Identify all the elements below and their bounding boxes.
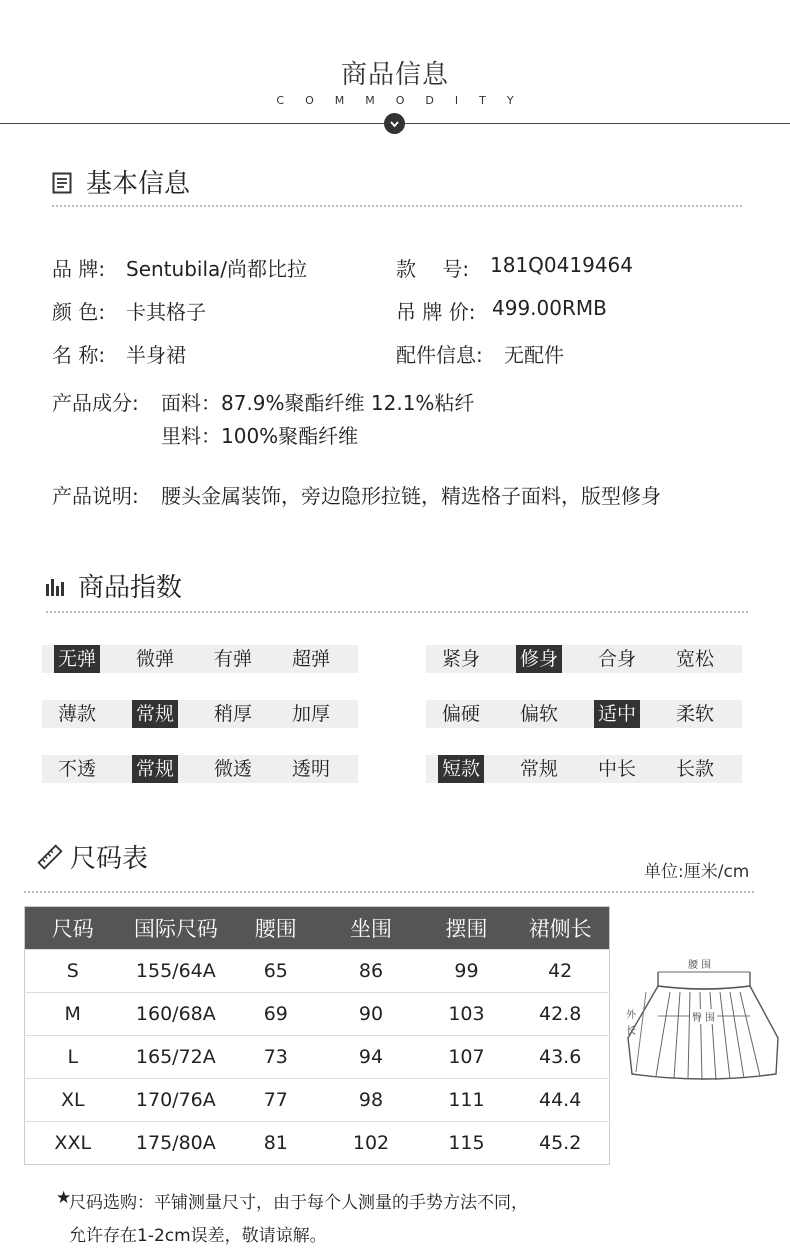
table-row (25, 1122, 610, 1165)
table-cell: L (25, 1036, 121, 1079)
index-tag-selected: 修身 (516, 645, 562, 673)
column-header: 尺码 (25, 907, 121, 950)
table-cell: 102 (320, 1122, 421, 1165)
index-tag: 稍厚 (213, 703, 252, 725)
index-tag: 透明 (291, 758, 330, 780)
chevron-down-icon (384, 113, 405, 134)
index-tag: 合身 (597, 648, 636, 670)
material-lining: 里料：100%聚酯纤维 (161, 424, 359, 448)
table-cell: 111 (422, 1079, 512, 1122)
table-cell: 42 (511, 950, 609, 993)
name-label: 名 称: (52, 343, 106, 367)
description-value: 腰头金属装饰，旁边隐形拉链，精选格子面料，版型修身 (161, 484, 661, 508)
table-cell: 44.4 (511, 1079, 609, 1122)
document-icon (52, 172, 72, 198)
index-tag-selected: 无弹 (54, 645, 100, 673)
accessory-label: 配件信息: (396, 343, 483, 367)
table-cell: 155/64A (120, 950, 231, 993)
column-header: 摆围 (422, 907, 512, 950)
star-icon: ★ (56, 1188, 72, 1208)
brand-value: Sentubila/尚都比拉 (126, 257, 307, 281)
size-table-header (25, 907, 610, 950)
index-tag: 超弹 (291, 648, 330, 670)
index-tag: 常规 (519, 758, 558, 780)
table-row (25, 993, 610, 1036)
index-tag: 不透 (57, 758, 96, 780)
table-cell: 103 (422, 993, 512, 1036)
length-label-bottom: 长 (626, 1026, 636, 1037)
section-heading-index: 商品指数 (78, 573, 183, 603)
index-tag-selected: 常规 (132, 700, 178, 728)
index-tag: 中长 (597, 758, 636, 780)
page-title: 商品信息 (340, 60, 449, 90)
index-tag: 偏软 (519, 703, 558, 725)
index-strip (426, 700, 742, 728)
index-tag: 加厚 (291, 703, 330, 725)
accessory-value: 无配件 (504, 343, 564, 367)
index-tag-selected: 常规 (132, 755, 178, 783)
index-tag: 有弹 (213, 648, 252, 670)
index-tag: 柔软 (675, 703, 714, 725)
sku-label: 款 号: (396, 257, 470, 281)
section-heading-size: 尺码表 (70, 844, 149, 874)
index-tag: 长款 (675, 758, 714, 780)
table-cell: 165/72A (120, 1036, 231, 1079)
sku-value: 181Q0419464 (490, 253, 633, 277)
page-subtitle: COMMODITY (276, 94, 535, 107)
brand-label: 品 牌: (52, 257, 106, 281)
index-strip (42, 755, 358, 783)
index-strip (426, 755, 742, 783)
material-outer: 面料：87.9%聚酯纤维 12.1%粘纤 (161, 391, 475, 415)
index-tag-selected: 适中 (594, 700, 640, 728)
table-cell: 160/68A (120, 993, 231, 1036)
skirt-diagram (622, 952, 784, 1082)
description-label: 产品说明: (52, 484, 139, 508)
table-cell: 115 (422, 1122, 512, 1165)
bar-chart-icon (46, 576, 66, 600)
table-cell: XXL (25, 1122, 121, 1165)
table-cell: 98 (320, 1079, 421, 1122)
table-cell: 43.6 (511, 1036, 609, 1079)
table-cell: XL (25, 1079, 121, 1122)
table-cell: 170/76A (120, 1079, 231, 1122)
index-tag: 宽松 (675, 648, 714, 670)
table-cell: 69 (231, 993, 320, 1036)
table-cell: 42.8 (511, 993, 609, 1036)
table-cell: M (25, 993, 121, 1036)
ruler-icon (37, 844, 63, 874)
color-label: 颜 色: (52, 300, 106, 324)
index-strip (426, 645, 742, 673)
index-tag: 薄款 (57, 703, 96, 725)
table-cell: 77 (231, 1079, 320, 1122)
color-value: 卡其格子 (126, 300, 206, 324)
note-line-2: 允许存在1-2cm误差，敬请谅解。 (69, 1226, 327, 1246)
price-label: 吊 牌 价: (396, 300, 476, 324)
table-cell: 45.2 (511, 1122, 609, 1165)
table-cell: S (25, 950, 121, 993)
table-cell: 90 (320, 993, 421, 1036)
column-header: 坐围 (320, 907, 421, 950)
column-header: 国际尺码 (120, 907, 231, 950)
note-line-1: 尺码选购：平铺测量尺寸，由于每个人测量的手势方法不同， (69, 1193, 528, 1213)
unit-label: 单位:厘米/cm (644, 862, 750, 882)
table-cell: 99 (422, 950, 512, 993)
size-table (24, 906, 610, 1165)
table-cell: 175/80A (120, 1122, 231, 1165)
table-cell: 73 (231, 1036, 320, 1079)
table-row (25, 1036, 610, 1079)
index-tag: 偏硬 (441, 703, 480, 725)
hip-label: 臀 围 (690, 1009, 717, 1024)
index-strip (42, 700, 358, 728)
price-value: 499.00RMB (492, 296, 607, 320)
index-tag: 微弹 (135, 648, 174, 670)
dotted-divider (52, 205, 742, 207)
dotted-divider (46, 611, 748, 613)
table-row (25, 1079, 610, 1122)
table-cell: 81 (231, 1122, 320, 1165)
column-header: 腰围 (231, 907, 320, 950)
name-value: 半身裙 (126, 343, 186, 367)
table-cell: 94 (320, 1036, 421, 1079)
column-header: 裙侧长 (511, 907, 609, 950)
index-strip (42, 645, 358, 673)
index-tag: 紧身 (441, 648, 480, 670)
material-label: 产品成分: (52, 391, 139, 415)
index-tag-selected: 短款 (438, 755, 484, 783)
dotted-divider (24, 891, 754, 893)
table-cell: 107 (422, 1036, 512, 1079)
table-row (25, 950, 610, 993)
table-cell: 86 (320, 950, 421, 993)
table-cell: 65 (231, 950, 320, 993)
section-heading-basic: 基本信息 (86, 169, 191, 199)
index-tag: 微透 (213, 758, 252, 780)
waist-label: 腰 围 (688, 960, 712, 971)
length-label-top: 外 (626, 1010, 636, 1021)
